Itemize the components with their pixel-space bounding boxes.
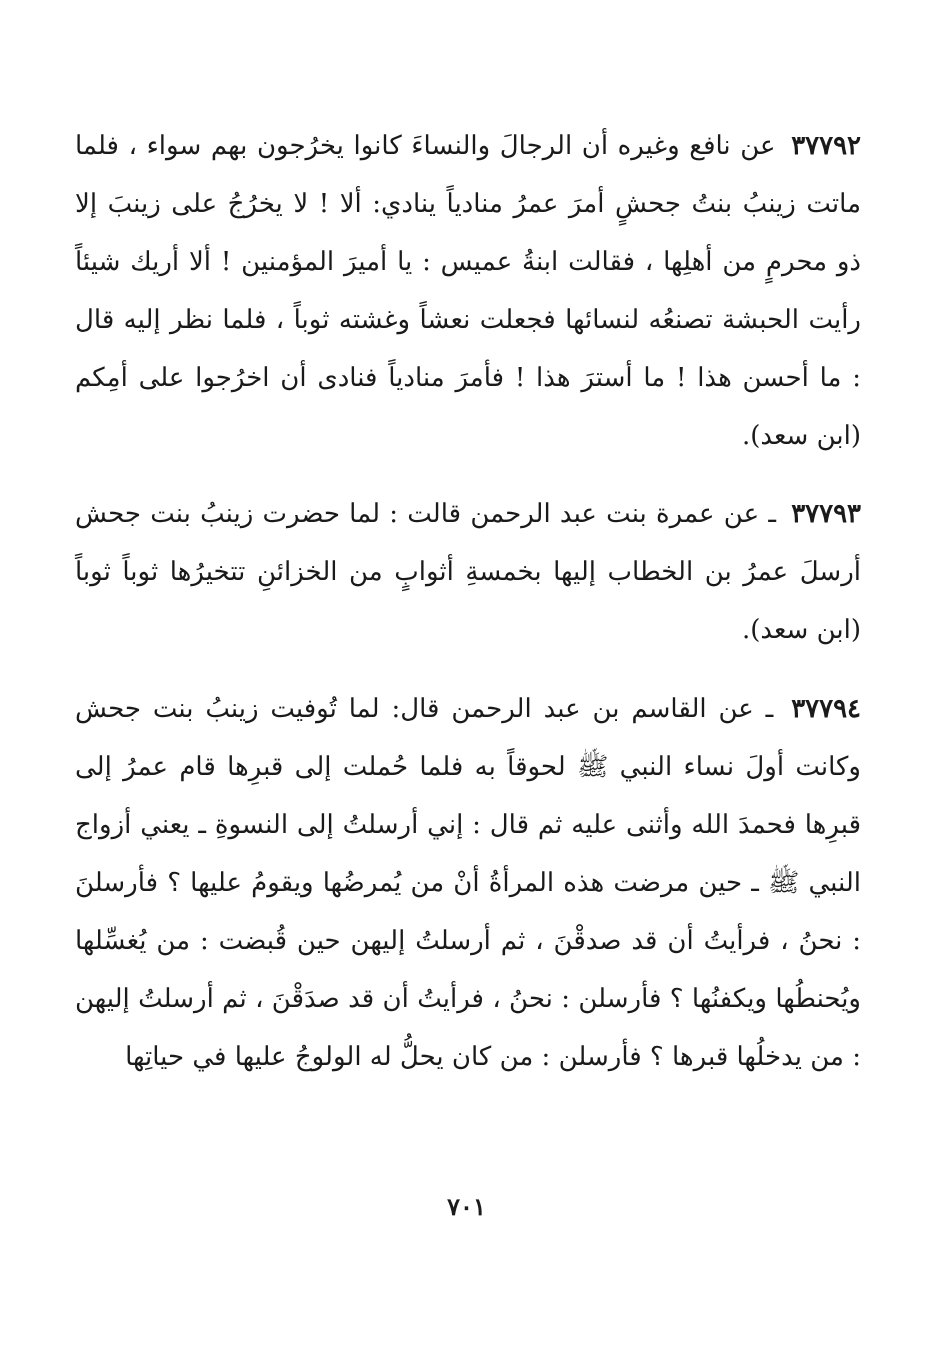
hadith-entry: [75, 485, 861, 659]
entry-text: ـ عن عمرة بنت عبد الرحمن قالت : لما حضرت زينبُ بنت جحش أرسلَ عمرُ بن الخطاب إليها بخمسةِ أثوابٍ من الخزائنِ تتخيرُها ثوباً ثوباً (ابن سعد).: [75, 499, 861, 645]
hadith-entry: [75, 117, 861, 465]
entry-number: ٣٧٧٩٣: [791, 499, 862, 529]
entry-text: عن نافع وغيره أن الرجالَ والنساءَ كانوا يخرُجون بهم سواء ، فلما ماتت زينبُ بنتُ جحشٍ أمرَ عمرُ منادياً ينادي: ألا ! لا يخرُجُ على زينبَ إلا ذو محرمٍ من أهلِها ، فقالت ابنةُ عميس : يا أميرَ المؤمنين ! ألا أريك شيئاً رأيت الحبشة تصنعُه لنسائها فجعلت نعشاً وغشته ثوباً ، فلما نظر إليه قال : ما أحسن هذا ! ما أسترَ هذا ! فأمرَ منادياً فنادى أن اخرُجوا على أمِكم (ابن سعد).: [75, 131, 861, 451]
hadith-entry: [75, 680, 861, 1086]
entry-text: ـ عن القاسم بن عبد الرحمن قال: لما تُوفيت زينبُ بنت جحش وكانت أولَ نساء النبي ﷺ لحوقاً به فلما حُملت إلى قبرِها قام عمرُ إلى قبرِها فحمدَ الله وأثنى عليه ثم قال : إني أرسلتُ إلى النسوةِ ـ يعني أزواج النبي ﷺ ـ حين مرضت هذه المرأةُ أنْ من يُمرضُها ويقومُ عليها ؟ فأرسلنَ : نحنُ ، فرأيتُ أن قد صدقْنَ ، ثم أرسلتُ إليهن حين قُبضت : من يُغسِّلها ويُحنطُها ويكفنُها ؟ فأرسلن : نحنُ ، فرأيتُ أن قد صدَقْنَ ، ثم أرسلتُ إليهن : من يدخلُها قبرها ؟ فأرسلن : من كان يحلُّ له الولوجُ عليها في حياتِها: [75, 694, 861, 1072]
page-number: ٧٠١: [447, 1192, 486, 1221]
entry-number: ٣٧٧٩٢: [791, 131, 862, 161]
entry-number: ٣٧٧٩٤: [791, 694, 862, 724]
